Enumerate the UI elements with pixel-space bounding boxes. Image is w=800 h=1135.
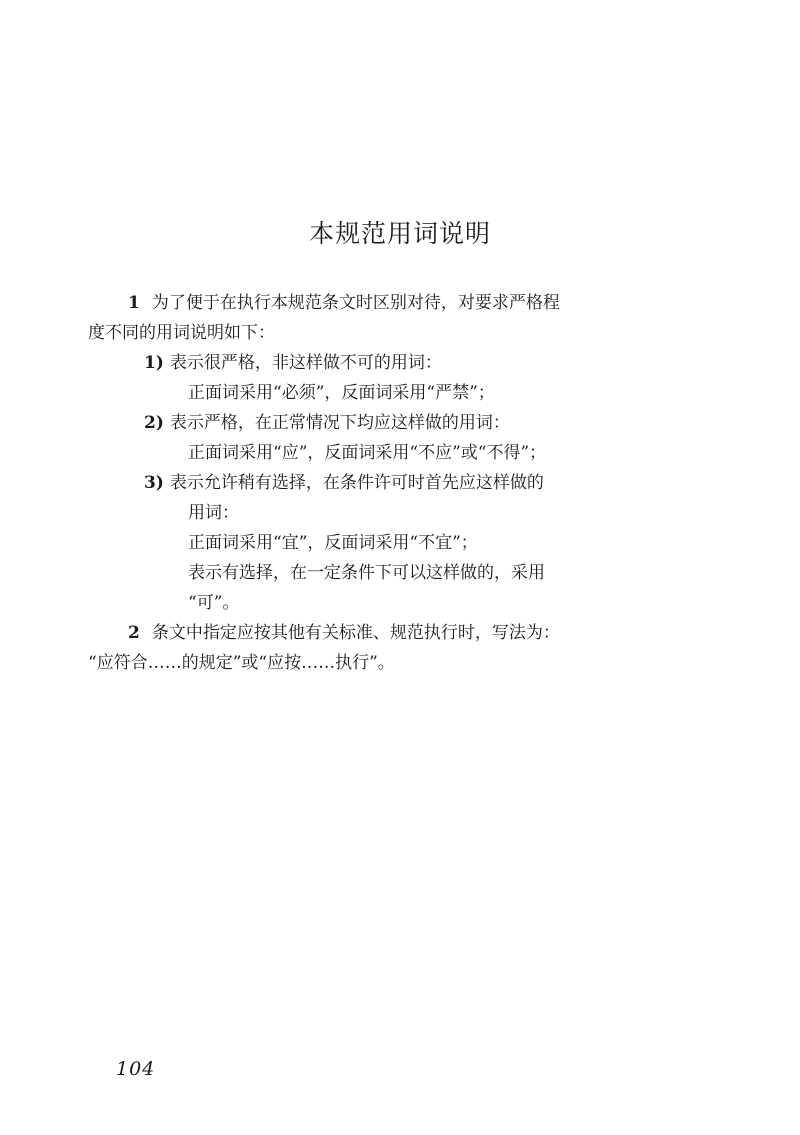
item-text: 表示允许稍有选择，在条件许可时首先应这样做的 xyxy=(169,473,544,493)
clause-text-continued: “应符合……的规定”或“应按……执行”。 xyxy=(88,653,395,673)
document-body xyxy=(88,288,668,678)
item-number: 2) xyxy=(144,413,164,433)
clause-text-continued: 度不同的用词说明如下： xyxy=(88,323,275,343)
item-detail: 正面词采用“宜”，反面词采用“不宜”； xyxy=(188,533,478,553)
clause-text: 为了便于在执行本规范条文时区别对待，对要求严格程 xyxy=(151,293,560,313)
item-text-continued: 用词： xyxy=(188,503,239,523)
list-item xyxy=(88,348,668,378)
clause-number: 1 xyxy=(128,293,140,313)
item-number: 1) xyxy=(144,353,164,373)
item-detail: 正面词采用“应”，反面词采用“不应”或“不得”； xyxy=(188,443,547,463)
page-number: 104 xyxy=(116,1058,156,1080)
clause-2 xyxy=(88,618,668,648)
clause-1 xyxy=(88,288,668,318)
clause-number: 2 xyxy=(128,623,140,643)
clause-text: 条文中指定应按其他有关标准、规范执行时，写法为： xyxy=(151,623,560,643)
page-title: 本规范用词说明 xyxy=(308,219,491,248)
item-text: 表示很严格，非这样做不可的用词： xyxy=(169,353,442,373)
item-number: 3) xyxy=(144,473,164,493)
item-text: 表示严格，在正常情况下均应这样做的用词： xyxy=(169,413,510,433)
list-item xyxy=(88,408,668,438)
list-item xyxy=(88,468,668,498)
item-detail: 正面词采用“必须”，反面词采用“严禁”； xyxy=(188,383,495,403)
item-detail: 表示有选择，在一定条件下可以这样做的，采用 xyxy=(188,563,545,583)
item-detail: “可”。 xyxy=(188,593,240,613)
